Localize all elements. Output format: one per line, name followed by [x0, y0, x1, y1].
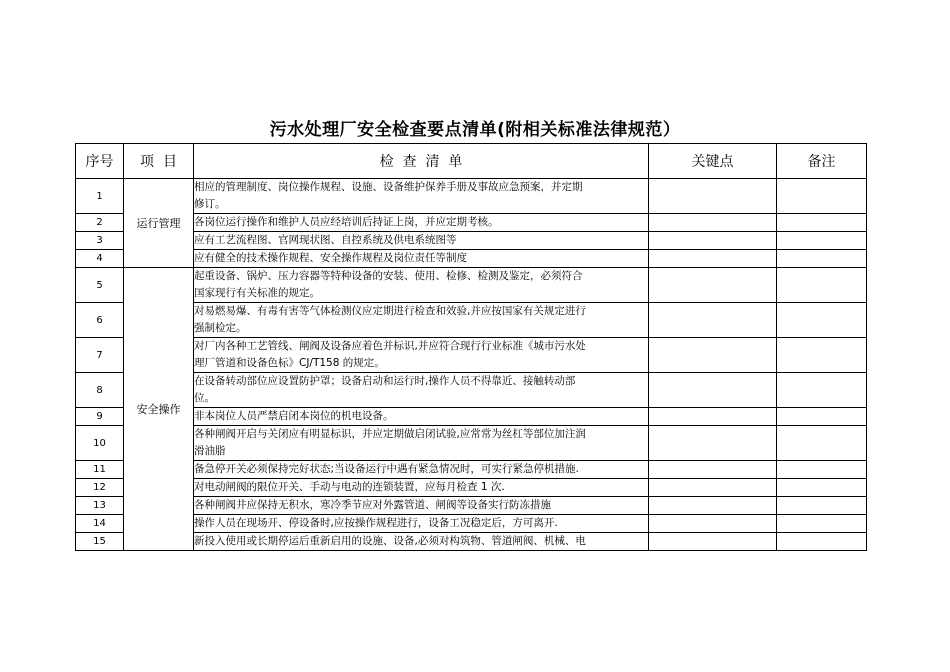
checklist-text: [194, 515, 649, 533]
checklist-line: 非本岗位人员严禁启闭本岗位的机电设备。: [194, 410, 394, 422]
key-point-cell: [649, 250, 777, 268]
remarks-cell: [777, 426, 867, 461]
remarks-cell: [777, 268, 867, 303]
remarks-cell: [777, 338, 867, 373]
checklist-line: 各种闸阀开启与关闭应有明显标识，并应定期做启闭试验,应常常为丝杠等部位加注润: [194, 428, 586, 440]
row-number: 3: [76, 232, 124, 250]
checklist-table: [75, 143, 867, 551]
table-row: [76, 214, 867, 232]
checklist-line: 相应的管理制度、岗位操作规程、设施、设备维护保养手册及事故应急预案，并定期: [194, 181, 583, 193]
key-point-cell: [649, 515, 777, 533]
checklist-line: 起重设备、锅炉、压力容器等特种设备的安装、使用、检修、检测及鉴定，必须符合: [194, 270, 583, 282]
table-row: [76, 250, 867, 268]
category-operation-management: 运行管理: [124, 179, 194, 268]
checklist-line: 位。: [194, 392, 215, 404]
checklist-text: [194, 268, 649, 303]
key-point-cell: [649, 373, 777, 408]
row-number: 12: [76, 479, 124, 497]
row-number: 13: [76, 497, 124, 515]
remarks-cell: [777, 497, 867, 515]
row-number: 6: [76, 303, 124, 338]
key-point-cell: [649, 268, 777, 303]
header-remarks: 备注: [777, 144, 867, 179]
table-header-row: [76, 144, 867, 179]
remarks-cell: [777, 250, 867, 268]
remarks-cell: [777, 533, 867, 551]
row-number: 1: [76, 179, 124, 214]
checklist-text: [194, 214, 649, 232]
table-row: [76, 479, 867, 497]
row-number: 5: [76, 268, 124, 303]
key-point-cell: [649, 479, 777, 497]
remarks-cell: [777, 408, 867, 426]
table-row: [76, 461, 867, 479]
table-body: [76, 179, 867, 551]
header-key-point: 关键点: [649, 144, 777, 179]
checklist-text: [194, 373, 649, 408]
table-row: [76, 497, 867, 515]
key-point-cell: [649, 303, 777, 338]
remarks-cell: [777, 179, 867, 214]
key-point-cell: [649, 426, 777, 461]
checklist-text: [194, 303, 649, 338]
header-checklist: 检 查 清 单: [194, 144, 649, 179]
document-title: 污水处理厂安全检查要点清单(附相关标准法律规范）: [269, 120, 681, 140]
table-row: [76, 408, 867, 426]
remarks-cell: [777, 479, 867, 497]
checklist-line: 各种闸阀井应保持无积水，寒冷季节应对外露管道、闸阀等设备实行防冻措施: [194, 499, 551, 511]
table-row: [76, 179, 867, 214]
checklist-line: 备急停开关必须保持完好状态;当设备运行中遇有紧急情况时，可实行紧急停机措施.: [194, 463, 579, 475]
checklist-text: [194, 408, 649, 426]
row-number: 11: [76, 461, 124, 479]
remarks-cell: [777, 373, 867, 408]
key-point-cell: [649, 408, 777, 426]
checklist-line: 滑油脂: [194, 445, 226, 457]
checklist-text: [194, 497, 649, 515]
header-item: 项 目: [124, 144, 194, 179]
row-number: 14: [76, 515, 124, 533]
checklist-text: [194, 426, 649, 461]
checklist-line: 修订。: [194, 198, 226, 210]
remarks-cell: [777, 461, 867, 479]
key-point-cell: [649, 497, 777, 515]
table-row: [76, 515, 867, 533]
remarks-cell: [777, 232, 867, 250]
table-row: [76, 303, 867, 338]
category-safety-operation: 安全操作: [124, 268, 194, 551]
checklist-line: 新投入使用或长期停运后重新启用的设施、设备,必须对构筑物、管道闸阀、机械、电: [194, 535, 586, 547]
checklist-text: [194, 232, 649, 250]
checklist-text: [194, 479, 649, 497]
checklist-text: [194, 533, 649, 551]
checklist-text: [194, 338, 649, 373]
remarks-cell: [777, 303, 867, 338]
key-point-cell: [649, 533, 777, 551]
row-number: 8: [76, 373, 124, 408]
table-row: [76, 268, 867, 303]
remarks-cell: [777, 214, 867, 232]
checklist-line: 强制检定。: [194, 322, 247, 334]
table-row: [76, 232, 867, 250]
row-number: 15: [76, 533, 124, 551]
table-row: [76, 338, 867, 373]
table-row: [76, 426, 867, 461]
checklist-text: [194, 250, 649, 268]
checklist-line: 应有健全的技术操作规程、安全操作规程及岗位责任等制度: [194, 252, 467, 264]
row-number: 2: [76, 214, 124, 232]
checklist-line: 对电动闸阀的限位开关、手动与电动的连锁装置，应每月检查 1 次.: [194, 481, 505, 493]
key-point-cell: [649, 214, 777, 232]
checklist-line: 操作人员在现场开、停设备时,应按操作规程进行，设备工况稳定后，方可离开.: [194, 517, 558, 529]
row-number: 9: [76, 408, 124, 426]
table-row: [76, 373, 867, 408]
key-point-cell: [649, 179, 777, 214]
key-point-cell: [649, 461, 777, 479]
checklist-text: [194, 179, 649, 214]
checklist-line: 对易燃易爆、有毒有害等气体检测仪应定期进行检查和效验,并应按国家有关规定进行: [194, 305, 586, 317]
checklist-text: [194, 461, 649, 479]
checklist-line: 国家现行有关标准的规定。: [194, 287, 320, 299]
key-point-cell: [649, 338, 777, 373]
row-number: 7: [76, 338, 124, 373]
table-row: [76, 533, 867, 551]
header-seq: 序号: [76, 144, 124, 179]
row-number: 10: [76, 426, 124, 461]
checklist-line: 应有工艺流程图、官网现状图、自控系统及供电系统图等: [194, 234, 457, 246]
checklist-line: 理厂管道和设备色标》CJ/T158 的规定。: [194, 357, 385, 369]
checklist-line: 各岗位运行操作和维护人员应经培训后持证上岗，并应定期考核。: [194, 216, 499, 228]
key-point-cell: [649, 232, 777, 250]
remarks-cell: [777, 515, 867, 533]
checklist-line: 对厂内各种工艺管线、闸阀及设备应着色并标识,并应符合现行行业标准《城市污水处: [194, 340, 586, 352]
checklist-line: 在设备转动部位应设置防护罩；设备启动和运行时,操作人员不得靠近、接触转动部: [194, 375, 576, 387]
row-number: 4: [76, 250, 124, 268]
